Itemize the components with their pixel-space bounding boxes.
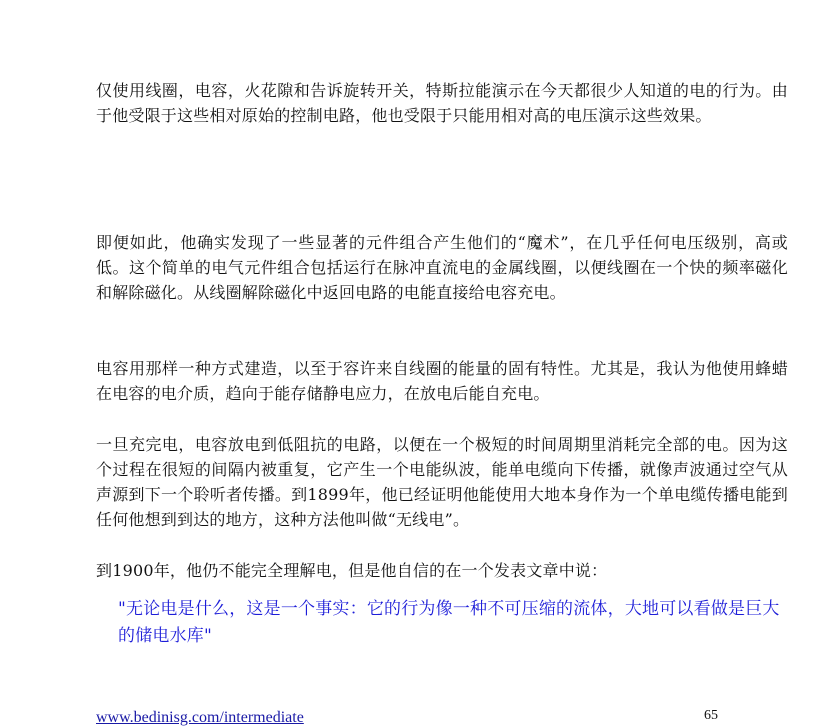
website-link[interactable]: www.bedinisg.com/intermediate	[96, 709, 304, 726]
page-number: 65	[704, 708, 718, 723]
paragraph-tesla-demonstration: 仅使用线圈，电容，火花隙和告诉旋转开关，特斯拉能演示在今天都很少人知道的电的行为。由于他受限于这些相对原始的控制电路，他也受限于只能用相对高的电压演示这些效果。	[96, 81, 788, 125]
paragraph-magic-combination: 即便如此，他确实发现了一些显著的元件组合产生他们的“魔术”，在几乎任何电压级别，高或低。这个简单的电气元件组合包括运行在脉冲直流电的金属线圈，以便线圈在一个快的频率磁化和解除磁化。从线圈解除磁化中返回电路的电能直接给电容充电。	[96, 233, 788, 302]
paragraph-1900-statement: 到1900年，他仍不能完全理解电，但是他自信的在一个发表文章中说：	[96, 561, 608, 580]
paragraph-longitudinal-wave: 一旦充完电，电容放电到低阻抗的电路，以便在一个极短的时间周期里消耗完全部的电。因为这个过程在很短的间隔内被重复，它产生一个电能纵波，能单电缆向下传播，就像声波通过空气从声源到下一个聆听者传播。到1899年，他已经证明他能使用大地本身作为一个单电缆传播电能到任何他想到到达的地方，这种方法他叫做“无线电”。	[96, 435, 788, 529]
paragraph-capacitor-construction: 电容用那样一种方式建造，以至于容许来自线圈的能量的固有特性。尤其是，我认为他使用蜂蜡在电容的电介质，趋向于能存储静电应力，在放电后能自充电。	[96, 359, 788, 403]
quoted-statement: "无论电是什么，这是一个事实：它的行为像一种不可压缩的流体，大地可以看做是巨大的储电水库"	[118, 599, 780, 646]
